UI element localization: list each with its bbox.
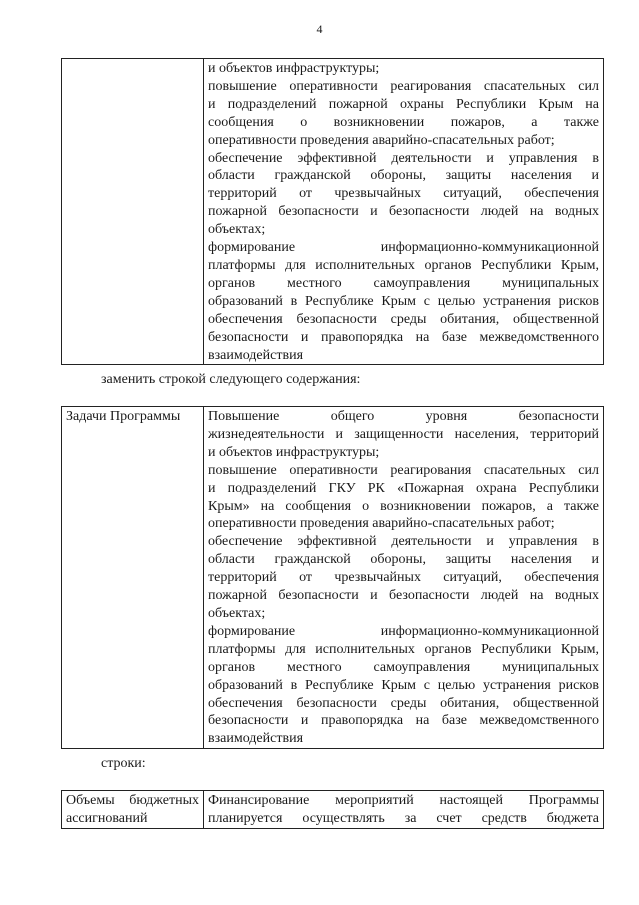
text-line: и объектов инфраструктуры; [208, 444, 380, 460]
text-line: оперативности проведения аварийно-спасательных работ; [208, 132, 555, 148]
text-line: формирование информационно-коммуникационной [208, 623, 599, 639]
table-cell-label [62, 791, 204, 829]
text-line: объектах; [208, 222, 266, 238]
text-line: платформы для исполнительных органов Республики Крым, [208, 641, 599, 657]
table-row [62, 59, 604, 365]
text-line: области гражданской обороны, защиты населения и [208, 168, 599, 184]
text-line: платформы для исполнительных органов Республики Крым, [208, 257, 599, 273]
text-line: формирование информационно-коммуникационной [208, 240, 599, 256]
text-line: планируется осуществлять за счет средств бюджета [208, 810, 599, 826]
text-line: и подразделений ГКУ РК «Пожарная охрана Республики [208, 480, 599, 496]
table-cell-content [204, 407, 604, 749]
text-line: Повышение общего уровня безопасности [208, 409, 599, 424]
table-row [62, 791, 604, 829]
text-line: безопасности и правопорядка на базе межведомственного [208, 713, 599, 729]
rows-caption: строки: [101, 756, 146, 771]
label-line: ассигнований [66, 810, 148, 826]
text-line: обеспечение эффективной деятельности и управления в [208, 150, 599, 166]
text-line: Крым» на сообщения о возникновении пожаров, а также [208, 498, 599, 514]
text-line: обеспечения безопасности среды обитания, общественной [208, 695, 599, 711]
table-cell-label [62, 59, 204, 365]
text-line: территорий от чрезвычайных ситуаций, обеспечения [208, 570, 599, 586]
text-line: пожарной безопасности и безопасности людей на водных [208, 204, 599, 220]
replace-caption: заменить строкой следующего содержания: [101, 372, 361, 387]
budget-allocations-table [61, 790, 604, 829]
table-row [62, 407, 604, 749]
program-tasks-table [61, 406, 604, 749]
text-line: образований в Республике Крым с целью устранения рисков [208, 677, 599, 693]
text-line: безопасности и правопорядка на базе межведомственного [208, 329, 599, 345]
text-line: обеспечения безопасности среды обитания, общественной [208, 311, 599, 327]
text-line: органов местного самоуправления муниципальных [208, 275, 599, 291]
text-line: взаимодействия [208, 347, 304, 363]
text-line: Финансирование мероприятий настоящей Программы [208, 793, 599, 808]
text-line: повышение оперативности реагирования спасательных сил [208, 78, 599, 94]
text-line: образований в Республике Крым с целью устранения рисков [208, 293, 599, 309]
text-line: органов местного самоуправления муниципальных [208, 659, 599, 675]
text-line: области гражданской обороны, защиты населения и [208, 552, 599, 568]
table-cell-content [204, 791, 604, 829]
text-line: взаимодействия [208, 731, 304, 747]
table-cell-content [204, 59, 604, 365]
table-cell-label: Задачи Программы [62, 407, 204, 749]
text-line: объектах; [208, 605, 266, 621]
text-line: оперативности проведения аварийно-спасательных работ; [208, 516, 555, 532]
text-line: обеспечение эффективной деятельности и управления в [208, 534, 599, 550]
text-line: сообщения о возникновении пожаров, а также [208, 114, 599, 130]
previous-tasks-table [61, 58, 604, 365]
text-line: и объектов инфраструктуры; [208, 61, 380, 76]
text-line: жизнедеятельности и защищенности населения, территорий [208, 426, 599, 442]
text-line: повышение оперативности реагирования спасательных сил [208, 462, 599, 478]
page-number: 4 [316, 22, 323, 36]
text-line: и подразделений пожарной охраны Республики Крым на [208, 96, 599, 112]
text-line: пожарной безопасности и безопасности людей на водных [208, 588, 599, 604]
text-line: территорий от чрезвычайных ситуаций, обеспечения [208, 186, 599, 202]
label-line: Объемы бюджетных [66, 793, 199, 808]
